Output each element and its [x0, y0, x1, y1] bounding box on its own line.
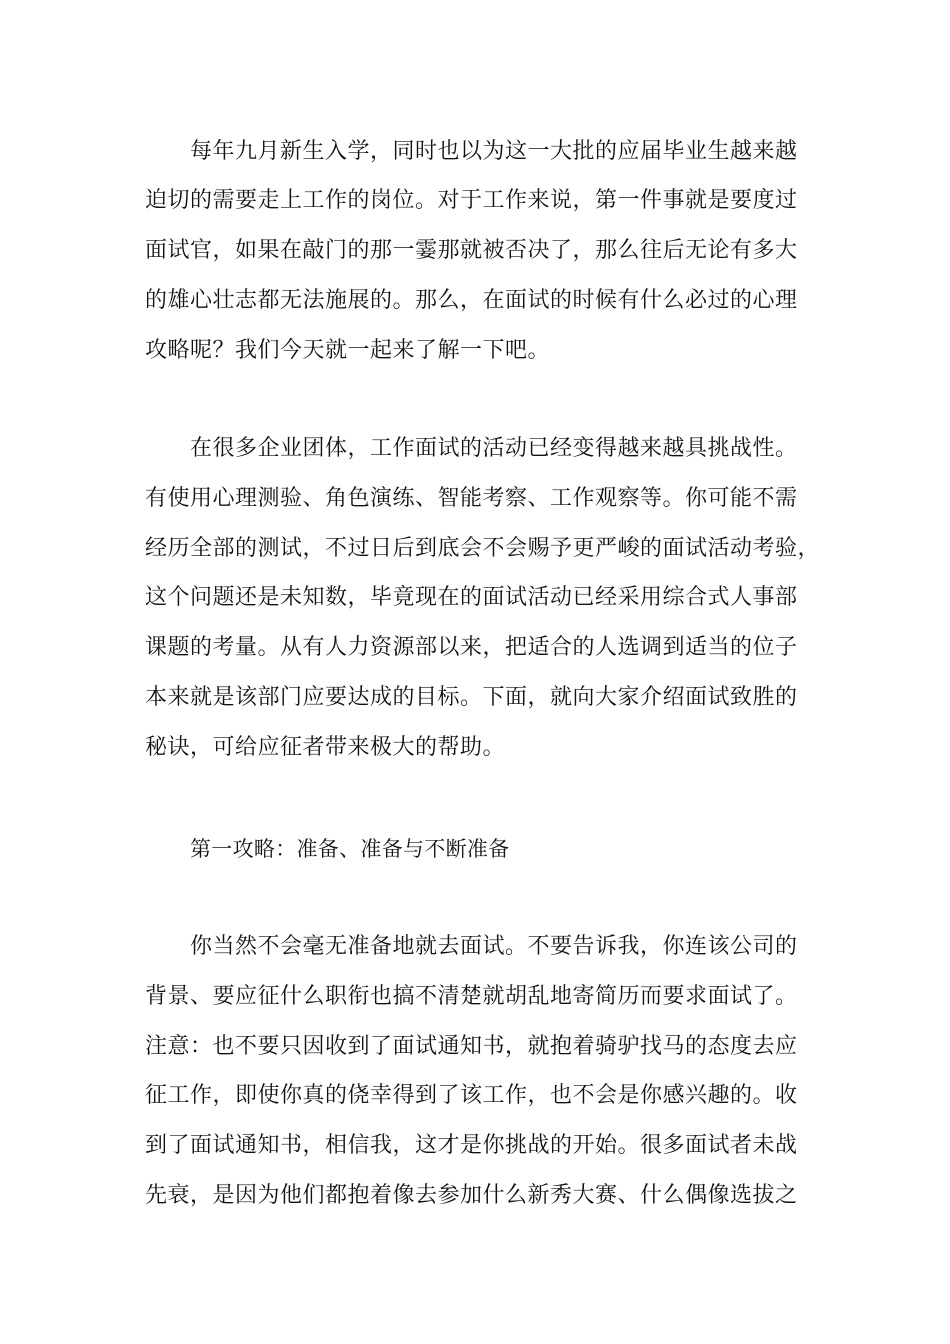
paragraph-line: 到了面试通知书，相信我，这才是你挑战的开始。很多面试者未战: [145, 1133, 798, 1158]
paragraph-line: 征工作，即使你真的侥幸得到了该工作，也不会是你感兴趣的。收: [145, 1083, 798, 1108]
paragraph-line: 课题的考量。从有人力资源部以来，把适合的人选调到适当的位子: [145, 635, 798, 660]
paragraph-line: 注意：也不要只因收到了面试通知书，就抱着骑驴找马的态度去应: [145, 1034, 798, 1059]
paragraph-line: 秘诀，可给应征者带来极大的帮助。: [145, 735, 506, 760]
paragraph-line: 背景、要应征什么职衔也搞不清楚就胡乱地寄简历而要求面试了。: [145, 984, 798, 1009]
paragraph-line: 经历全部的测试，不过日后到底会不会赐予更严峻的面试活动考验，: [145, 536, 821, 561]
paragraph-line: 每年九月新生入学，同时也以为这一大批的应届毕业生越来越: [190, 139, 798, 164]
paragraph-line: 有使用心理测验、角色演练、智能考察、工作观察等。你可能不需: [145, 486, 798, 511]
paragraph-line: 在很多企业团体，工作面试的活动已经变得越来越具挑战性。: [190, 436, 798, 461]
paragraph-line: 攻略呢？我们今天就一起来了解一下吧。: [145, 338, 551, 363]
paragraph-line: 先衰，是因为他们都抱着像去参加什么新秀大赛、什么偶像选拔之: [145, 1183, 798, 1208]
paragraph-line: 本来就是该部门应要达成的目标。下面，就向大家介绍面试致胜的: [145, 685, 798, 710]
paragraph-line: 面试官，如果在敲门的那一霎那就被否决了，那么往后无论有多大: [145, 238, 798, 263]
paragraph-line: 的雄心壮志都无法施展的。那么，在面试的时候有什么必过的心理: [145, 288, 798, 313]
paragraph-line: 你当然不会毫无准备地就去面试。不要告诉我，你连该公司的: [190, 934, 798, 959]
section-heading: 第一攻略：准备、准备与不断准备: [190, 837, 510, 861]
paragraph-line: 迫切的需要走上工作的岗位。对于工作来说，第一件事就是要度过: [145, 188, 798, 213]
paragraph-line: 这个问题还是未知数，毕竟现在的面试活动已经采用综合式人事部: [145, 585, 798, 610]
